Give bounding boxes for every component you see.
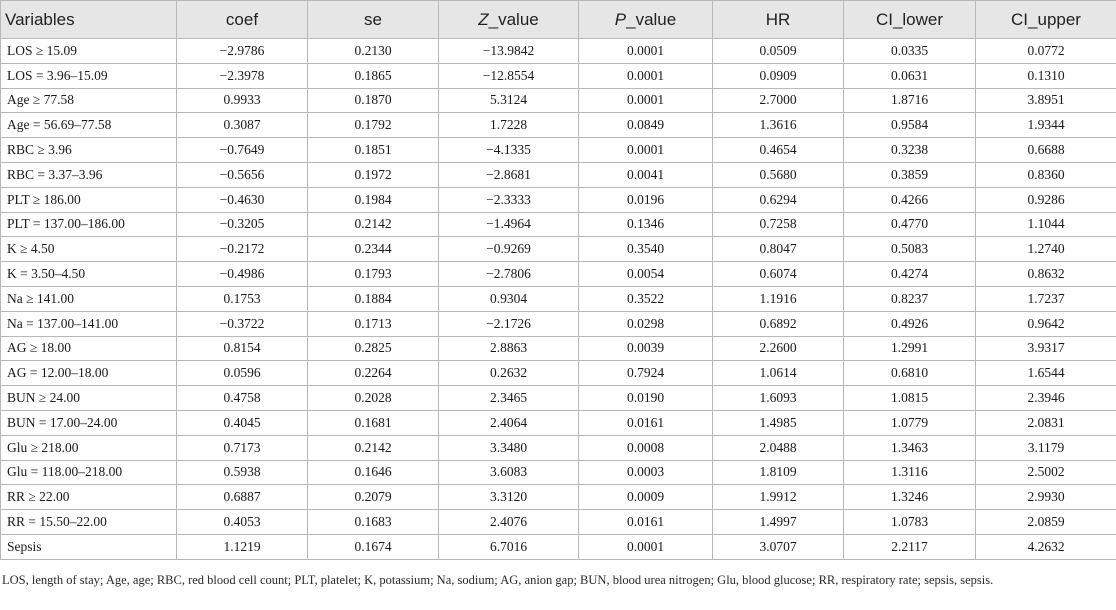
p-value-cell: 0.0054 (579, 262, 713, 287)
p-value-cell: 0.0008 (579, 435, 713, 460)
variable-cell: K ≥ 4.50 (1, 237, 177, 262)
variable-cell: Na ≥ 141.00 (1, 286, 177, 311)
hr-cell: 0.4654 (713, 138, 844, 163)
ci-lower-cell: 2.2117 (844, 534, 976, 559)
ci-lower-cell: 0.3238 (844, 138, 976, 163)
ci-lower-cell: 0.9584 (844, 113, 976, 138)
hr-cell: 1.4997 (713, 510, 844, 535)
ci-lower-cell: 1.2991 (844, 336, 976, 361)
variable-cell: PLT = 137.00–186.00 (1, 212, 177, 237)
header-hr: HR (713, 1, 844, 39)
coef-cell: 0.4053 (177, 510, 308, 535)
table-row (1, 534, 1116, 559)
z-value-cell: 3.3480 (439, 435, 579, 460)
coef-cell: 0.7173 (177, 435, 308, 460)
variable-cell: LOS = 3.96–15.09 (1, 63, 177, 88)
header-p-letter: P (614, 9, 627, 29)
table-row (1, 138, 1116, 163)
coef-cell: 0.3087 (177, 113, 308, 138)
ci-upper-cell: 1.7237 (976, 286, 1116, 311)
table-footnote: LOS, length of stay; Age, age; RBC, red blood cell count; PLT, platelet; K, potassium; Na, sodium; AG, anion gap; BUN, blood urea nitrogen; Glu, blood glucose; RR, respiratory rate; sepsis, sepsis. (2, 573, 994, 587)
header-z-value (439, 1, 579, 39)
z-value-cell: −4.1335 (439, 138, 579, 163)
coef-cell: 0.0596 (177, 361, 308, 386)
p-value-cell: 0.0001 (579, 88, 713, 113)
hr-cell: 1.1916 (713, 286, 844, 311)
se-cell: 0.2825 (308, 336, 439, 361)
ci-lower-cell: 1.3116 (844, 460, 976, 485)
variable-cell: Age ≥ 77.58 (1, 88, 177, 113)
ci-lower-cell: 1.3463 (844, 435, 976, 460)
ci-upper-cell: 3.1179 (976, 435, 1116, 460)
table-row (1, 311, 1116, 336)
coef-cell: −0.3722 (177, 311, 308, 336)
variable-cell: Glu = 118.00–218.00 (1, 460, 177, 485)
variable-cell: RR ≥ 22.00 (1, 485, 177, 510)
table-row (1, 113, 1116, 138)
p-value-cell: 0.0190 (579, 386, 713, 411)
header-z-letter: Z (478, 9, 489, 29)
header-coef: coef (177, 1, 308, 39)
ci-lower-cell: 0.4770 (844, 212, 976, 237)
ci-upper-cell: 1.2740 (976, 237, 1116, 262)
table-row (1, 485, 1116, 510)
variable-cell: Age = 56.69–77.58 (1, 113, 177, 138)
z-value-cell: −2.7806 (439, 262, 579, 287)
coef-cell: 0.4758 (177, 386, 308, 411)
p-value-cell: 0.7924 (579, 361, 713, 386)
z-value-cell: 1.7228 (439, 113, 579, 138)
p-value-cell: 0.3540 (579, 237, 713, 262)
hr-cell: 1.4985 (713, 410, 844, 435)
p-value-cell: 0.3522 (579, 286, 713, 311)
z-value-cell: 5.3124 (439, 88, 579, 113)
hr-cell: 1.6093 (713, 386, 844, 411)
table-row (1, 262, 1116, 287)
z-value-cell: −2.1726 (439, 311, 579, 336)
ci-upper-cell: 0.8632 (976, 262, 1116, 287)
ci-upper-cell: 0.8360 (976, 162, 1116, 187)
ci-lower-cell: 1.3246 (844, 485, 976, 510)
z-value-cell: −12.8554 (439, 63, 579, 88)
se-cell: 0.2142 (308, 212, 439, 237)
z-value-cell: 2.4076 (439, 510, 579, 535)
ci-lower-cell: 0.5083 (844, 237, 976, 262)
table-row (1, 286, 1116, 311)
header-row (1, 1, 1116, 39)
variable-cell: Na = 137.00–141.00 (1, 311, 177, 336)
z-value-cell: −0.9269 (439, 237, 579, 262)
se-cell: 0.1674 (308, 534, 439, 559)
header-z-suffix: _value (488, 9, 539, 29)
z-value-cell: 2.4064 (439, 410, 579, 435)
variable-cell: BUN = 17.00–24.00 (1, 410, 177, 435)
table-row (1, 460, 1116, 485)
coef-cell: 0.6887 (177, 485, 308, 510)
coef-cell: 0.8154 (177, 336, 308, 361)
hr-cell: 2.7000 (713, 88, 844, 113)
ci-lower-cell: 1.0815 (844, 386, 976, 411)
se-cell: 0.2028 (308, 386, 439, 411)
coef-cell: −0.4630 (177, 187, 308, 212)
coef-cell: −0.3205 (177, 212, 308, 237)
ci-upper-cell: 3.8951 (976, 88, 1116, 113)
ci-lower-cell: 0.0335 (844, 39, 976, 64)
ci-upper-cell: 2.3946 (976, 386, 1116, 411)
variable-cell: AG = 12.00–18.00 (1, 361, 177, 386)
se-cell: 0.1793 (308, 262, 439, 287)
z-value-cell: 3.6083 (439, 460, 579, 485)
table-row (1, 410, 1116, 435)
hr-cell: 0.6294 (713, 187, 844, 212)
z-value-cell: 2.8863 (439, 336, 579, 361)
coef-cell: 0.4045 (177, 410, 308, 435)
se-cell: 0.1972 (308, 162, 439, 187)
ci-upper-cell: 1.1044 (976, 212, 1116, 237)
p-value-cell: 0.0161 (579, 510, 713, 535)
variable-cell: Sepsis (1, 534, 177, 559)
coef-cell: −0.4986 (177, 262, 308, 287)
p-value-cell: 0.1346 (579, 212, 713, 237)
p-value-cell: 0.0849 (579, 113, 713, 138)
se-cell: 0.1681 (308, 410, 439, 435)
z-value-cell: 0.9304 (439, 286, 579, 311)
ci-upper-cell: 2.0859 (976, 510, 1116, 535)
ci-upper-cell: 0.0772 (976, 39, 1116, 64)
ci-upper-cell: 2.0831 (976, 410, 1116, 435)
se-cell: 0.1884 (308, 286, 439, 311)
header-ci-lower: CI_lower (844, 1, 976, 39)
ci-upper-cell: 0.9642 (976, 311, 1116, 336)
table-row (1, 336, 1116, 361)
ci-lower-cell: 0.8237 (844, 286, 976, 311)
coef-cell: −0.7649 (177, 138, 308, 163)
ci-upper-cell: 3.9317 (976, 336, 1116, 361)
table-row (1, 510, 1116, 535)
coef-cell: −2.9786 (177, 39, 308, 64)
p-value-cell: 0.0009 (579, 485, 713, 510)
hr-cell: 0.7258 (713, 212, 844, 237)
variable-cell: Glu ≥ 218.00 (1, 435, 177, 460)
ci-upper-cell: 2.5002 (976, 460, 1116, 485)
se-cell: 0.1870 (308, 88, 439, 113)
hr-cell: 0.5680 (713, 162, 844, 187)
z-value-cell: 0.2632 (439, 361, 579, 386)
variable-cell: RR = 15.50–22.00 (1, 510, 177, 535)
ci-lower-cell: 0.6810 (844, 361, 976, 386)
header-p-suffix: _value (626, 9, 677, 29)
ci-lower-cell: 0.4274 (844, 262, 976, 287)
ci-lower-cell: 1.0779 (844, 410, 976, 435)
coef-cell: 0.1753 (177, 286, 308, 311)
ci-upper-cell: 1.6544 (976, 361, 1116, 386)
p-value-cell: 0.0039 (579, 336, 713, 361)
table-row (1, 386, 1116, 411)
se-cell: 0.1646 (308, 460, 439, 485)
table-row (1, 187, 1116, 212)
p-value-cell: 0.0196 (579, 187, 713, 212)
coef-cell: −2.3978 (177, 63, 308, 88)
hr-cell: 3.0707 (713, 534, 844, 559)
coef-cell: −0.2172 (177, 237, 308, 262)
z-value-cell: 6.7016 (439, 534, 579, 559)
p-value-cell: 0.0001 (579, 39, 713, 64)
variable-cell: K = 3.50–4.50 (1, 262, 177, 287)
hr-cell: 0.0509 (713, 39, 844, 64)
hr-cell: 1.0614 (713, 361, 844, 386)
table-row (1, 162, 1116, 187)
hr-cell: 1.8109 (713, 460, 844, 485)
se-cell: 0.1713 (308, 311, 439, 336)
se-cell: 0.2079 (308, 485, 439, 510)
hr-cell: 2.0488 (713, 435, 844, 460)
table-row (1, 212, 1116, 237)
ci-lower-cell: 0.3859 (844, 162, 976, 187)
coef-cell: 0.5938 (177, 460, 308, 485)
variable-cell: PLT ≥ 186.00 (1, 187, 177, 212)
table-body (1, 39, 1116, 560)
ci-upper-cell: 4.2632 (976, 534, 1116, 559)
se-cell: 0.1683 (308, 510, 439, 535)
z-value-cell: 3.3120 (439, 485, 579, 510)
ci-upper-cell: 1.9344 (976, 113, 1116, 138)
p-value-cell: 0.0298 (579, 311, 713, 336)
hr-cell: 0.8047 (713, 237, 844, 262)
header-p-value (579, 1, 713, 39)
table-row (1, 361, 1116, 386)
table-row (1, 63, 1116, 88)
se-cell: 0.2130 (308, 39, 439, 64)
variable-cell: RBC ≥ 3.96 (1, 138, 177, 163)
variable-cell: AG ≥ 18.00 (1, 336, 177, 361)
ci-lower-cell: 1.8716 (844, 88, 976, 113)
se-cell: 0.1865 (308, 63, 439, 88)
ci-lower-cell: 0.0631 (844, 63, 976, 88)
ci-upper-cell: 2.9930 (976, 485, 1116, 510)
ci-lower-cell: 0.4266 (844, 187, 976, 212)
hr-cell: 1.9912 (713, 485, 844, 510)
se-cell: 0.2264 (308, 361, 439, 386)
table-header (1, 1, 1116, 39)
z-value-cell: 2.3465 (439, 386, 579, 411)
table-row (1, 39, 1116, 64)
table-row (1, 435, 1116, 460)
hr-cell: 0.6892 (713, 311, 844, 336)
coef-cell: 1.1219 (177, 534, 308, 559)
header-ci-upper: CI_upper (976, 1, 1116, 39)
se-cell: 0.1792 (308, 113, 439, 138)
variable-cell: LOS ≥ 15.09 (1, 39, 177, 64)
hr-cell: 0.6074 (713, 262, 844, 287)
ci-upper-cell: 0.1310 (976, 63, 1116, 88)
z-value-cell: −2.8681 (439, 162, 579, 187)
hr-cell: 1.3616 (713, 113, 844, 138)
z-value-cell: −1.4964 (439, 212, 579, 237)
ci-upper-cell: 0.6688 (976, 138, 1116, 163)
p-value-cell: 0.0001 (579, 534, 713, 559)
p-value-cell: 0.0161 (579, 410, 713, 435)
table-row (1, 237, 1116, 262)
p-value-cell: 0.0001 (579, 138, 713, 163)
variable-cell: RBC = 3.37–3.96 (1, 162, 177, 187)
p-value-cell: 0.0041 (579, 162, 713, 187)
ci-lower-cell: 0.4926 (844, 311, 976, 336)
variable-cell: BUN ≥ 24.00 (1, 386, 177, 411)
hr-cell: 0.0909 (713, 63, 844, 88)
header-se: se (308, 1, 439, 39)
coef-cell: 0.9933 (177, 88, 308, 113)
p-value-cell: 0.0003 (579, 460, 713, 485)
se-cell: 0.1851 (308, 138, 439, 163)
se-cell: 0.1984 (308, 187, 439, 212)
z-value-cell: −13.9842 (439, 39, 579, 64)
se-cell: 0.2142 (308, 435, 439, 460)
se-cell: 0.2344 (308, 237, 439, 262)
z-value-cell: −2.3333 (439, 187, 579, 212)
coef-cell: −0.5656 (177, 162, 308, 187)
hr-cell: 2.2600 (713, 336, 844, 361)
table-row (1, 88, 1116, 113)
ci-lower-cell: 1.0783 (844, 510, 976, 535)
ci-upper-cell: 0.9286 (976, 187, 1116, 212)
header-variables: Variables (1, 1, 177, 39)
p-value-cell: 0.0001 (579, 63, 713, 88)
